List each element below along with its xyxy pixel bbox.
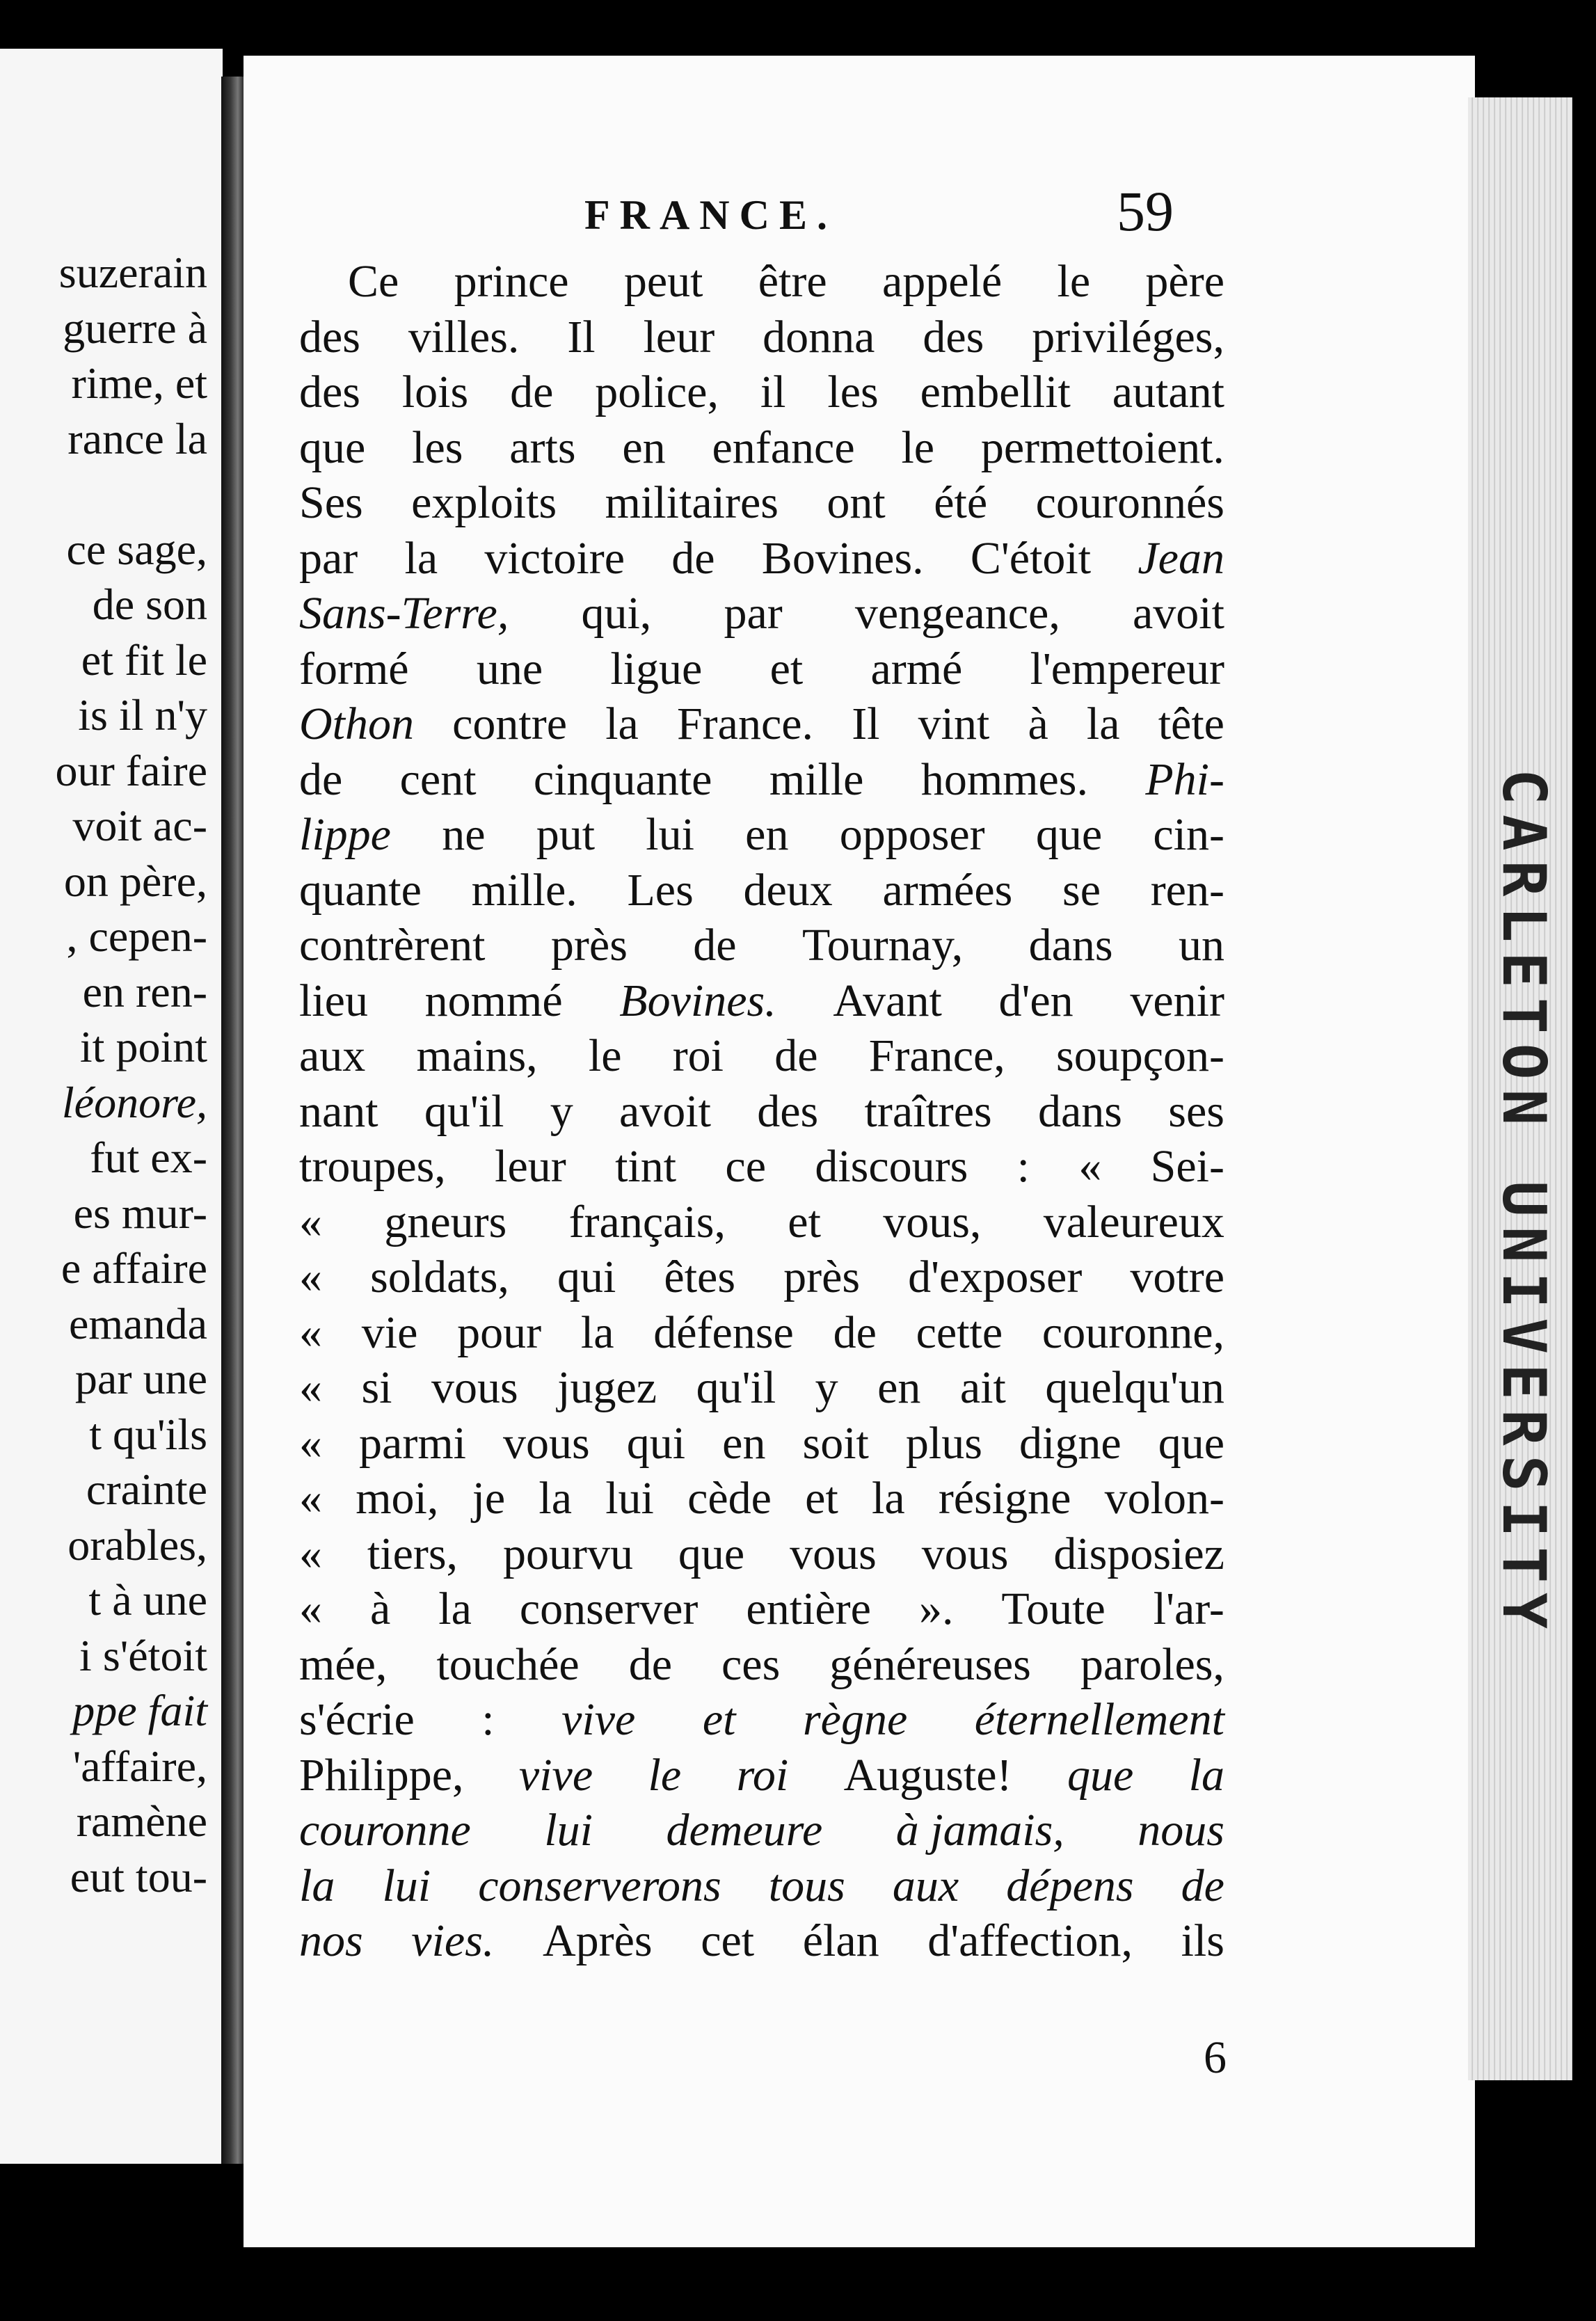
facing-page-line: orables, xyxy=(67,1520,207,1570)
word: pourvu xyxy=(502,1528,633,1579)
word: de xyxy=(833,1307,877,1358)
word: que xyxy=(1158,1417,1224,1469)
facing-page-line: de son xyxy=(92,580,207,629)
text-line xyxy=(299,1084,1224,1140)
text-line xyxy=(299,254,1224,310)
word: formé xyxy=(299,643,409,694)
word: la xyxy=(605,699,639,749)
text-line xyxy=(299,1139,1224,1195)
text-line xyxy=(299,1305,1224,1361)
word: de xyxy=(628,1638,672,1690)
word: vous, xyxy=(883,1196,982,1247)
word: donna xyxy=(763,311,875,362)
text-line xyxy=(299,752,1224,808)
word: Auguste! xyxy=(843,1749,1012,1801)
word: de xyxy=(1181,1860,1224,1911)
word: digne xyxy=(1019,1417,1122,1469)
word: lui xyxy=(646,809,694,860)
word: villes. xyxy=(408,311,520,362)
facing-page-line: suzerain xyxy=(58,248,207,297)
facing-page-line: eut tou- xyxy=(70,1851,207,1901)
word: quante xyxy=(299,864,422,916)
word: l'empereur xyxy=(1030,643,1224,694)
library-stamp-text: CARLETON UNIVERSITY xyxy=(1489,769,1559,1638)
text-line xyxy=(299,1748,1224,1803)
page-fore-edge xyxy=(1468,97,1572,2080)
word: Othon xyxy=(299,699,414,749)
word: leur xyxy=(495,1141,566,1192)
word: des xyxy=(299,367,360,417)
running-title: FRANCE. xyxy=(584,192,837,238)
word: appelé xyxy=(881,256,1003,307)
text-line xyxy=(299,586,1224,641)
word: de xyxy=(693,920,737,971)
word: à xyxy=(1028,699,1048,749)
word: généreuses xyxy=(829,1638,1031,1690)
word: de xyxy=(774,1030,818,1081)
word: mée, xyxy=(299,1638,388,1690)
word: volon- xyxy=(1104,1473,1224,1524)
word: d'exposer xyxy=(908,1252,1083,1302)
word: tête xyxy=(1158,699,1224,749)
text-line xyxy=(299,531,1224,587)
word: : xyxy=(481,1694,495,1745)
text-line xyxy=(299,1250,1224,1305)
word: je xyxy=(472,1473,506,1524)
word: de xyxy=(671,532,715,584)
word: des xyxy=(923,311,984,362)
word: de xyxy=(299,753,343,805)
facing-page-line: guerre à xyxy=(63,303,207,353)
text-line xyxy=(299,420,1224,476)
word: touchée xyxy=(436,1638,580,1690)
text-line xyxy=(299,1028,1224,1084)
facing-page-line: fut ex- xyxy=(90,1133,207,1182)
word: le xyxy=(648,1749,682,1801)
word: nommé xyxy=(424,975,563,1026)
text-line xyxy=(299,1471,1224,1526)
word: contre xyxy=(452,699,568,749)
word: éternellement xyxy=(974,1694,1224,1745)
word: ren- xyxy=(1150,864,1224,916)
text-line xyxy=(299,1360,1224,1416)
facing-page-line: is il n'y xyxy=(78,690,207,740)
word: dans xyxy=(1038,1085,1122,1137)
word: lippe xyxy=(299,809,391,860)
word: en xyxy=(722,1417,766,1469)
word: avoit xyxy=(619,1085,711,1137)
word: hommes. xyxy=(920,753,1088,805)
word: : xyxy=(1016,1141,1030,1192)
word: lui xyxy=(605,1473,654,1524)
word: se xyxy=(1062,864,1101,916)
word: conserver xyxy=(519,1584,699,1634)
word: en xyxy=(745,809,789,860)
word: qui xyxy=(557,1252,616,1302)
body-text xyxy=(299,254,1224,1969)
word: et xyxy=(805,1473,838,1524)
text-line xyxy=(299,310,1224,365)
facing-page-line: crainte xyxy=(86,1465,207,1514)
word: la xyxy=(299,1860,335,1911)
word: aux xyxy=(892,1860,959,1911)
text-line xyxy=(299,1195,1224,1250)
word: couronne, xyxy=(1042,1307,1224,1358)
text-line xyxy=(299,475,1224,531)
word: y xyxy=(815,1362,838,1413)
word: la xyxy=(580,1307,614,1358)
word: votre xyxy=(1130,1252,1224,1302)
word: par xyxy=(299,532,358,584)
word: dépens xyxy=(1006,1860,1134,1911)
word: la xyxy=(404,532,438,584)
facing-page-line: léonore, xyxy=(61,1077,207,1127)
word: les xyxy=(412,422,463,473)
word: Ce xyxy=(348,256,399,307)
word: entière xyxy=(746,1584,871,1634)
word: « xyxy=(1078,1141,1102,1192)
text-line xyxy=(299,1692,1224,1748)
word: mains, xyxy=(416,1030,538,1081)
word: nos xyxy=(299,1915,363,1966)
word: qu'il xyxy=(424,1085,504,1137)
word: français, xyxy=(568,1196,726,1247)
word: Philippe, xyxy=(299,1749,464,1801)
facing-page-line: rance la xyxy=(67,413,207,463)
word: deux xyxy=(743,864,833,916)
word: arts xyxy=(509,422,576,473)
word: disposiez xyxy=(1053,1528,1224,1579)
word: discours xyxy=(815,1141,968,1192)
word: « xyxy=(299,1252,322,1302)
book-gutter xyxy=(221,77,245,2164)
word: à jamais, xyxy=(895,1805,1064,1856)
word: Phi- xyxy=(1145,753,1224,805)
word: opposer xyxy=(839,809,985,860)
word: qui, xyxy=(581,588,652,639)
word: y xyxy=(550,1085,573,1137)
word: gneurs xyxy=(384,1196,507,1247)
word: demeure xyxy=(666,1805,823,1856)
word: plus xyxy=(905,1417,982,1469)
word: valeureux xyxy=(1043,1196,1224,1247)
word: et xyxy=(702,1694,736,1745)
word: paroles, xyxy=(1080,1638,1224,1690)
word: que xyxy=(1067,1749,1134,1801)
facing-page-line: t à une xyxy=(88,1575,207,1625)
word: père xyxy=(1145,256,1224,307)
word: troupes, xyxy=(299,1141,446,1192)
word: enfance xyxy=(712,422,855,473)
running-head xyxy=(244,180,1475,254)
word: jugez xyxy=(557,1362,657,1413)
text-line xyxy=(299,973,1224,1029)
word: aux xyxy=(299,1030,366,1081)
word: mille xyxy=(769,753,864,805)
word: près xyxy=(550,920,628,971)
word: conserverons xyxy=(478,1860,721,1911)
word: roi xyxy=(672,1030,724,1081)
text-line xyxy=(299,1637,1224,1693)
word: « xyxy=(299,1307,322,1358)
word: lui xyxy=(544,1805,593,1856)
word: été xyxy=(934,477,988,528)
word: la xyxy=(538,1473,573,1524)
word: être xyxy=(758,256,827,307)
word: soupçon- xyxy=(1056,1030,1224,1081)
word: résigne xyxy=(938,1473,1071,1524)
word: une xyxy=(476,643,543,694)
word: pour xyxy=(457,1307,542,1358)
word: lui xyxy=(382,1860,431,1911)
facing-page-line: emanda xyxy=(69,1298,207,1348)
text-line xyxy=(299,1526,1224,1582)
word: armées xyxy=(882,864,1013,916)
word: tous xyxy=(768,1860,845,1911)
word: en xyxy=(877,1362,921,1413)
word: Après xyxy=(542,1915,653,1966)
word: prince xyxy=(454,256,569,307)
word: dans xyxy=(1028,920,1113,971)
word: s'écrie xyxy=(299,1694,415,1745)
word: ait xyxy=(959,1362,1006,1413)
word: victoire xyxy=(484,532,625,584)
word: cin- xyxy=(1153,809,1224,860)
facing-page-line: it point xyxy=(79,1022,207,1071)
word: un xyxy=(1179,920,1224,971)
page-number: 59 xyxy=(1117,180,1174,243)
word: de xyxy=(510,367,554,417)
word: vengeance, xyxy=(854,588,1060,639)
word: des xyxy=(757,1085,819,1137)
word: vive xyxy=(518,1749,593,1801)
word: autant xyxy=(1112,367,1224,417)
word: Avant xyxy=(833,975,942,1026)
word: armé xyxy=(870,643,963,694)
text-line xyxy=(299,696,1224,752)
text-line xyxy=(299,807,1224,863)
word: quelqu'un xyxy=(1045,1362,1224,1413)
word: défense xyxy=(653,1307,794,1358)
word: moi, xyxy=(356,1473,439,1524)
word: nant xyxy=(299,1085,378,1137)
word: cet xyxy=(701,1915,755,1966)
word: vint xyxy=(918,699,990,749)
word: ces xyxy=(721,1638,781,1690)
word: nous xyxy=(1138,1805,1224,1856)
word: couronne xyxy=(299,1805,471,1856)
word: élan xyxy=(802,1915,879,1966)
word: la xyxy=(1188,1749,1224,1801)
facing-page-line: en ren- xyxy=(82,966,207,1016)
word: ses xyxy=(1168,1085,1224,1137)
word: France. xyxy=(676,699,814,749)
word: cette xyxy=(916,1307,1003,1358)
word: Tournay, xyxy=(802,920,964,971)
word: d'en xyxy=(998,975,1074,1026)
word: priviléges, xyxy=(1032,311,1224,362)
facing-page-line: rime, et xyxy=(71,358,207,408)
facing-page-line: on père, xyxy=(63,856,207,906)
word: traîtres xyxy=(864,1085,992,1137)
word: vous xyxy=(921,1528,1009,1579)
word: et xyxy=(769,643,804,694)
text-line xyxy=(299,1858,1224,1914)
word: cent xyxy=(399,753,477,805)
word: si xyxy=(361,1362,392,1413)
word: roi xyxy=(736,1749,789,1801)
word: la xyxy=(438,1584,472,1634)
word: qui xyxy=(626,1417,686,1469)
word: contrèrent xyxy=(299,920,486,971)
word: Toute xyxy=(1001,1584,1106,1634)
facing-page-line: ppe fait xyxy=(72,1686,207,1735)
word: France, xyxy=(868,1030,1005,1081)
word: Ses xyxy=(299,477,363,528)
word: couronnés xyxy=(1035,477,1224,528)
word: « xyxy=(299,1584,322,1634)
word: Les xyxy=(627,864,694,916)
word: en xyxy=(622,422,666,473)
facing-page-line: e affaire xyxy=(61,1243,207,1293)
word: lieu xyxy=(299,975,368,1026)
word: tiers, xyxy=(367,1528,458,1579)
text-line xyxy=(299,1581,1224,1637)
word: à xyxy=(369,1584,391,1634)
word: vous xyxy=(431,1362,518,1413)
facing-page-line: 'affaire, xyxy=(72,1741,207,1791)
text-line xyxy=(299,918,1224,973)
word: d'affection, xyxy=(927,1915,1133,1966)
word: ils xyxy=(1181,1915,1224,1966)
facing-page-line: es mur- xyxy=(73,1188,207,1238)
word: le xyxy=(588,1030,622,1081)
word: et xyxy=(788,1196,821,1247)
facing-page-line: voit ac- xyxy=(72,801,207,850)
word: l'ar- xyxy=(1153,1584,1224,1634)
word: que xyxy=(299,422,366,473)
word: vies. xyxy=(411,1915,495,1966)
word: « xyxy=(299,1473,322,1524)
word: tint xyxy=(615,1141,677,1192)
facing-page-line: par une xyxy=(74,1354,207,1403)
word: « xyxy=(299,1417,322,1469)
word: par xyxy=(724,588,783,639)
word: « xyxy=(299,1528,322,1579)
word: C'étoit xyxy=(970,532,1092,584)
text-line xyxy=(299,1913,1224,1969)
word: militaires xyxy=(605,477,779,528)
word: police, xyxy=(595,367,719,417)
word: Bovines. xyxy=(761,532,924,584)
word: des xyxy=(299,311,360,362)
word: Sans-Terre, xyxy=(299,588,509,639)
word: la xyxy=(1086,699,1120,749)
word: Il xyxy=(567,311,596,362)
word: il xyxy=(760,367,786,417)
word: embellit xyxy=(920,367,1071,417)
word: parmi xyxy=(359,1417,466,1469)
word: ». xyxy=(918,1584,954,1634)
facing-page-line: , cepen- xyxy=(66,911,207,961)
word: mille. xyxy=(471,864,577,916)
word: vive xyxy=(561,1694,636,1745)
word: put xyxy=(536,809,596,860)
word: ligue xyxy=(610,643,703,694)
book-page xyxy=(244,56,1475,2247)
facing-page-fragment xyxy=(0,49,223,2164)
text-line xyxy=(299,1416,1224,1471)
word: règne xyxy=(802,1694,908,1745)
word: le xyxy=(901,422,935,473)
word: permettoient. xyxy=(980,422,1224,473)
facing-page-line: i s'étoit xyxy=(79,1630,207,1680)
word: lois xyxy=(401,367,469,417)
word: Jean xyxy=(1138,532,1224,584)
text-line xyxy=(299,1803,1224,1858)
facing-page-line: ramène xyxy=(76,1796,207,1846)
word: vous xyxy=(790,1528,877,1579)
word: vous xyxy=(503,1417,590,1469)
word: Bovines. xyxy=(619,975,776,1026)
facing-page-line: ce sage, xyxy=(66,524,207,574)
text-line xyxy=(299,863,1224,918)
library-stamp xyxy=(1489,584,1558,1823)
word: êtes xyxy=(664,1252,736,1302)
signature-mark: 6 xyxy=(1204,2032,1227,2083)
word: que xyxy=(1035,809,1103,860)
word: que xyxy=(678,1528,745,1579)
word: « xyxy=(299,1196,322,1247)
word: cède xyxy=(687,1473,772,1524)
word: leur xyxy=(643,311,715,362)
word: avoit xyxy=(1133,588,1224,639)
word: Sei- xyxy=(1150,1141,1224,1192)
word: qu'il xyxy=(696,1362,776,1413)
facing-page-line: et fit le xyxy=(81,635,207,685)
word: Il xyxy=(852,699,880,749)
word: venir xyxy=(1130,975,1224,1026)
word: la xyxy=(872,1473,905,1524)
word: soldats, xyxy=(370,1252,509,1302)
word: ont xyxy=(827,477,886,528)
word: « xyxy=(299,1362,322,1413)
word: ce xyxy=(725,1141,766,1192)
word: peut xyxy=(623,256,703,307)
facing-page-line: our faire xyxy=(55,745,207,795)
word: ne xyxy=(442,809,486,860)
word: soit xyxy=(802,1417,869,1469)
facing-page-line: t qu'ils xyxy=(89,1409,207,1459)
text-line xyxy=(299,641,1224,697)
word: exploits xyxy=(411,477,557,528)
word: près xyxy=(783,1252,861,1302)
word: cinquante xyxy=(533,753,712,805)
word: vie xyxy=(361,1307,418,1358)
word: le xyxy=(1057,256,1091,307)
text-line xyxy=(299,365,1224,420)
word: les xyxy=(827,367,879,417)
